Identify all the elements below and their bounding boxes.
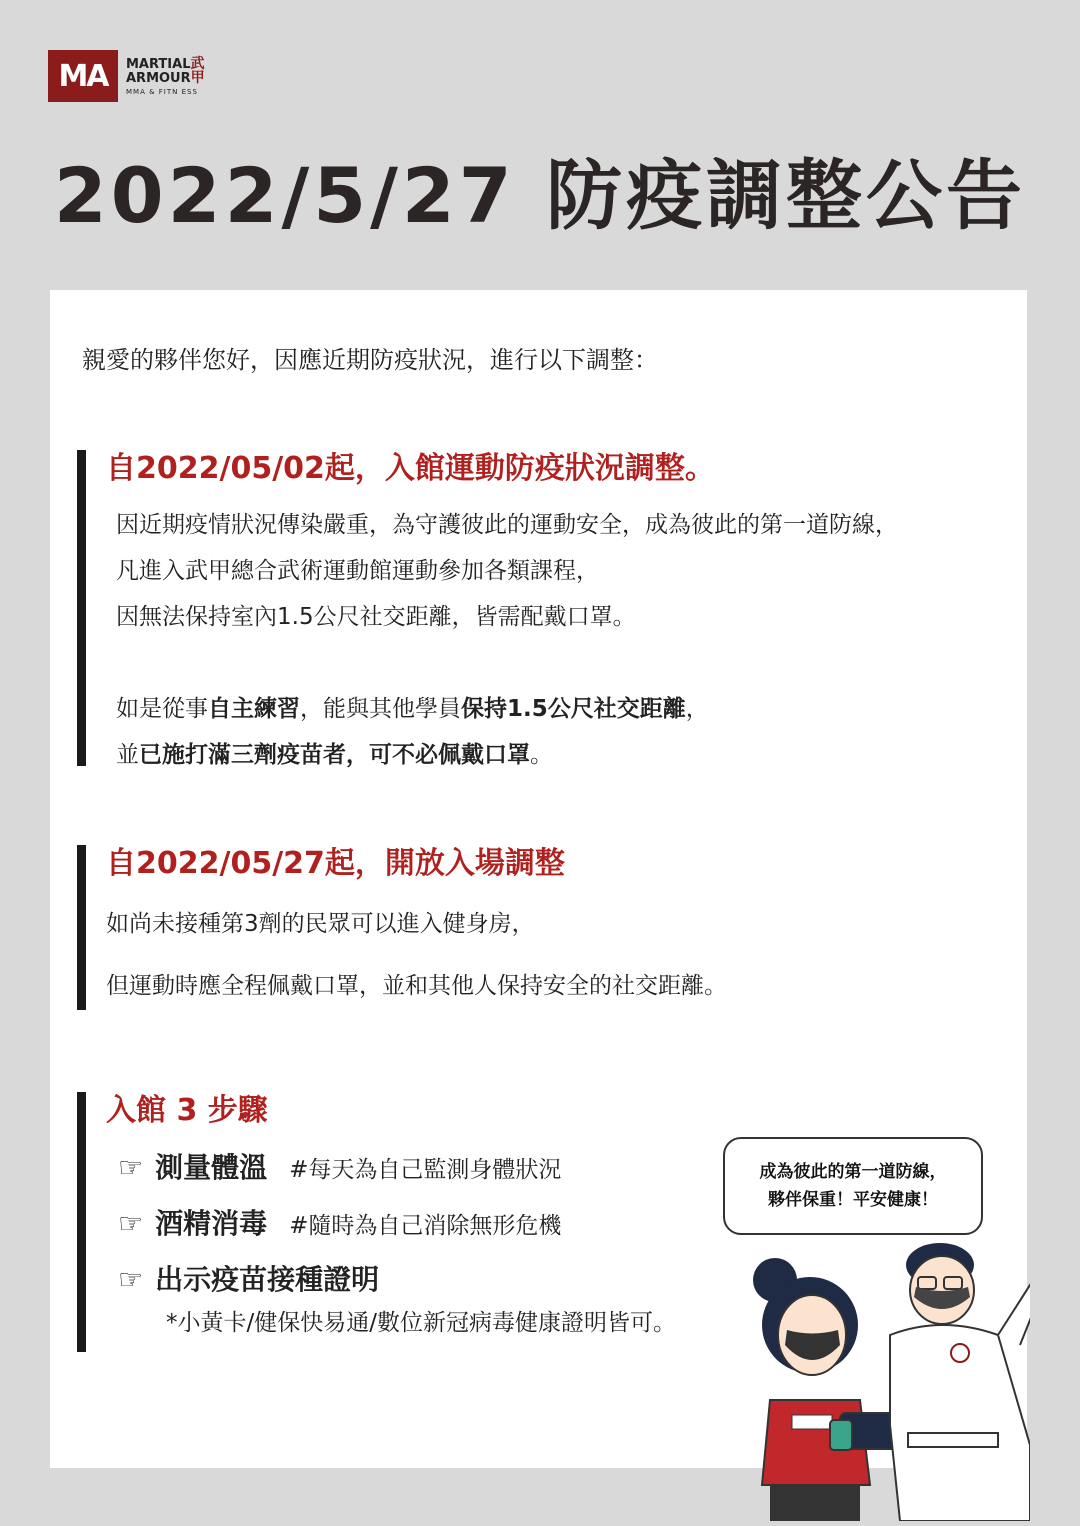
speech-bubble <box>723 1137 983 1235</box>
pointing-hand-icon: ☞ <box>118 1206 144 1240</box>
line4-a: 如是從事 <box>116 695 208 722</box>
section1-line1: 因近期疫情狀況傳染嚴重，為守護彼此的運動安全，成為彼此的第一道防線， <box>116 511 898 538</box>
section2-line2: 但運動時應全程佩戴口罩，並和其他人保持安全的社交距離。 <box>106 972 727 999</box>
intro-text: 親愛的夥伴您好，因應近期防疫狀況，進行以下調整： <box>82 346 658 374</box>
logo-line2: ARMOUR <box>126 70 191 86</box>
logo-line3: MMA & FITN ESS <box>126 87 198 96</box>
pointing-hand-icon: ☞ <box>118 1262 144 1296</box>
bubble-line2: 夥伴保重！平安健康！ <box>768 1190 938 1210</box>
line4-b: 自主練習 <box>208 695 300 722</box>
bubble-line1: 成為彼此的第一道防線， <box>759 1162 947 1182</box>
line5-b: 已施打滿三劑疫苗者，可不必佩戴口罩 <box>139 741 530 768</box>
step-note: #隨時為自己消除無形危機 <box>289 1212 562 1239</box>
logo-line1: MARTIAL <box>126 56 191 72</box>
logo-line2-cn: 甲 <box>190 69 205 86</box>
section-open-entry <box>77 845 727 1010</box>
section2-heading: 自2022/05/27起，開放入場調整 <box>106 846 565 881</box>
line4-e: ， <box>685 695 709 722</box>
logo-text <box>126 57 205 96</box>
step-name: 酒精消毒 <box>155 1206 268 1240</box>
page-title: 2022/5/27 防疫調整公告 <box>53 151 1027 240</box>
line4-d: 保持1.5公尺社交距離 <box>461 695 686 722</box>
section3-heading: 入館 3 步驟 <box>106 1093 268 1128</box>
section2-line1: 如尚未接種第3劑的民眾可以進入健身房， <box>106 910 535 937</box>
section1-line2: 凡進入武甲總合武術運動館運動參加各類課程， <box>116 557 599 584</box>
pointing-hand-icon: ☞ <box>118 1150 144 1184</box>
section1-heading: 自2022/05/02起，入館運動防疫狀況調整。 <box>106 451 715 486</box>
line5-a: 並 <box>116 741 139 768</box>
section1-line4 <box>116 686 898 732</box>
step-item <box>106 1146 676 1186</box>
logo-line1-cn: 武 <box>190 55 205 72</box>
section1-line3: 因無法保持室內1.5公尺社交距離，皆需配戴口罩。 <box>116 603 636 630</box>
step-item <box>106 1258 676 1298</box>
masked-athletes-illustration <box>730 1225 1030 1521</box>
line4-c: ，能與其他學員 <box>300 695 461 722</box>
section-entry-adjustment <box>77 450 898 766</box>
step-item <box>106 1202 676 1242</box>
logo-mark-text: MA <box>58 58 108 94</box>
step-sub-note: *小黃卡/健保快易通/數位新冠病毒健康證明皆可。 <box>166 1309 676 1336</box>
section1-line5 <box>116 732 898 778</box>
logo <box>48 50 205 102</box>
logo-mark <box>48 50 118 102</box>
step-note: #每天為自己監測身體狀況 <box>289 1156 562 1183</box>
step-name: 出示疫苗接種證明 <box>155 1262 380 1296</box>
section-entry-steps <box>77 1092 676 1352</box>
step-name: 測量體溫 <box>155 1150 268 1184</box>
line5-c: 。 <box>530 741 553 768</box>
